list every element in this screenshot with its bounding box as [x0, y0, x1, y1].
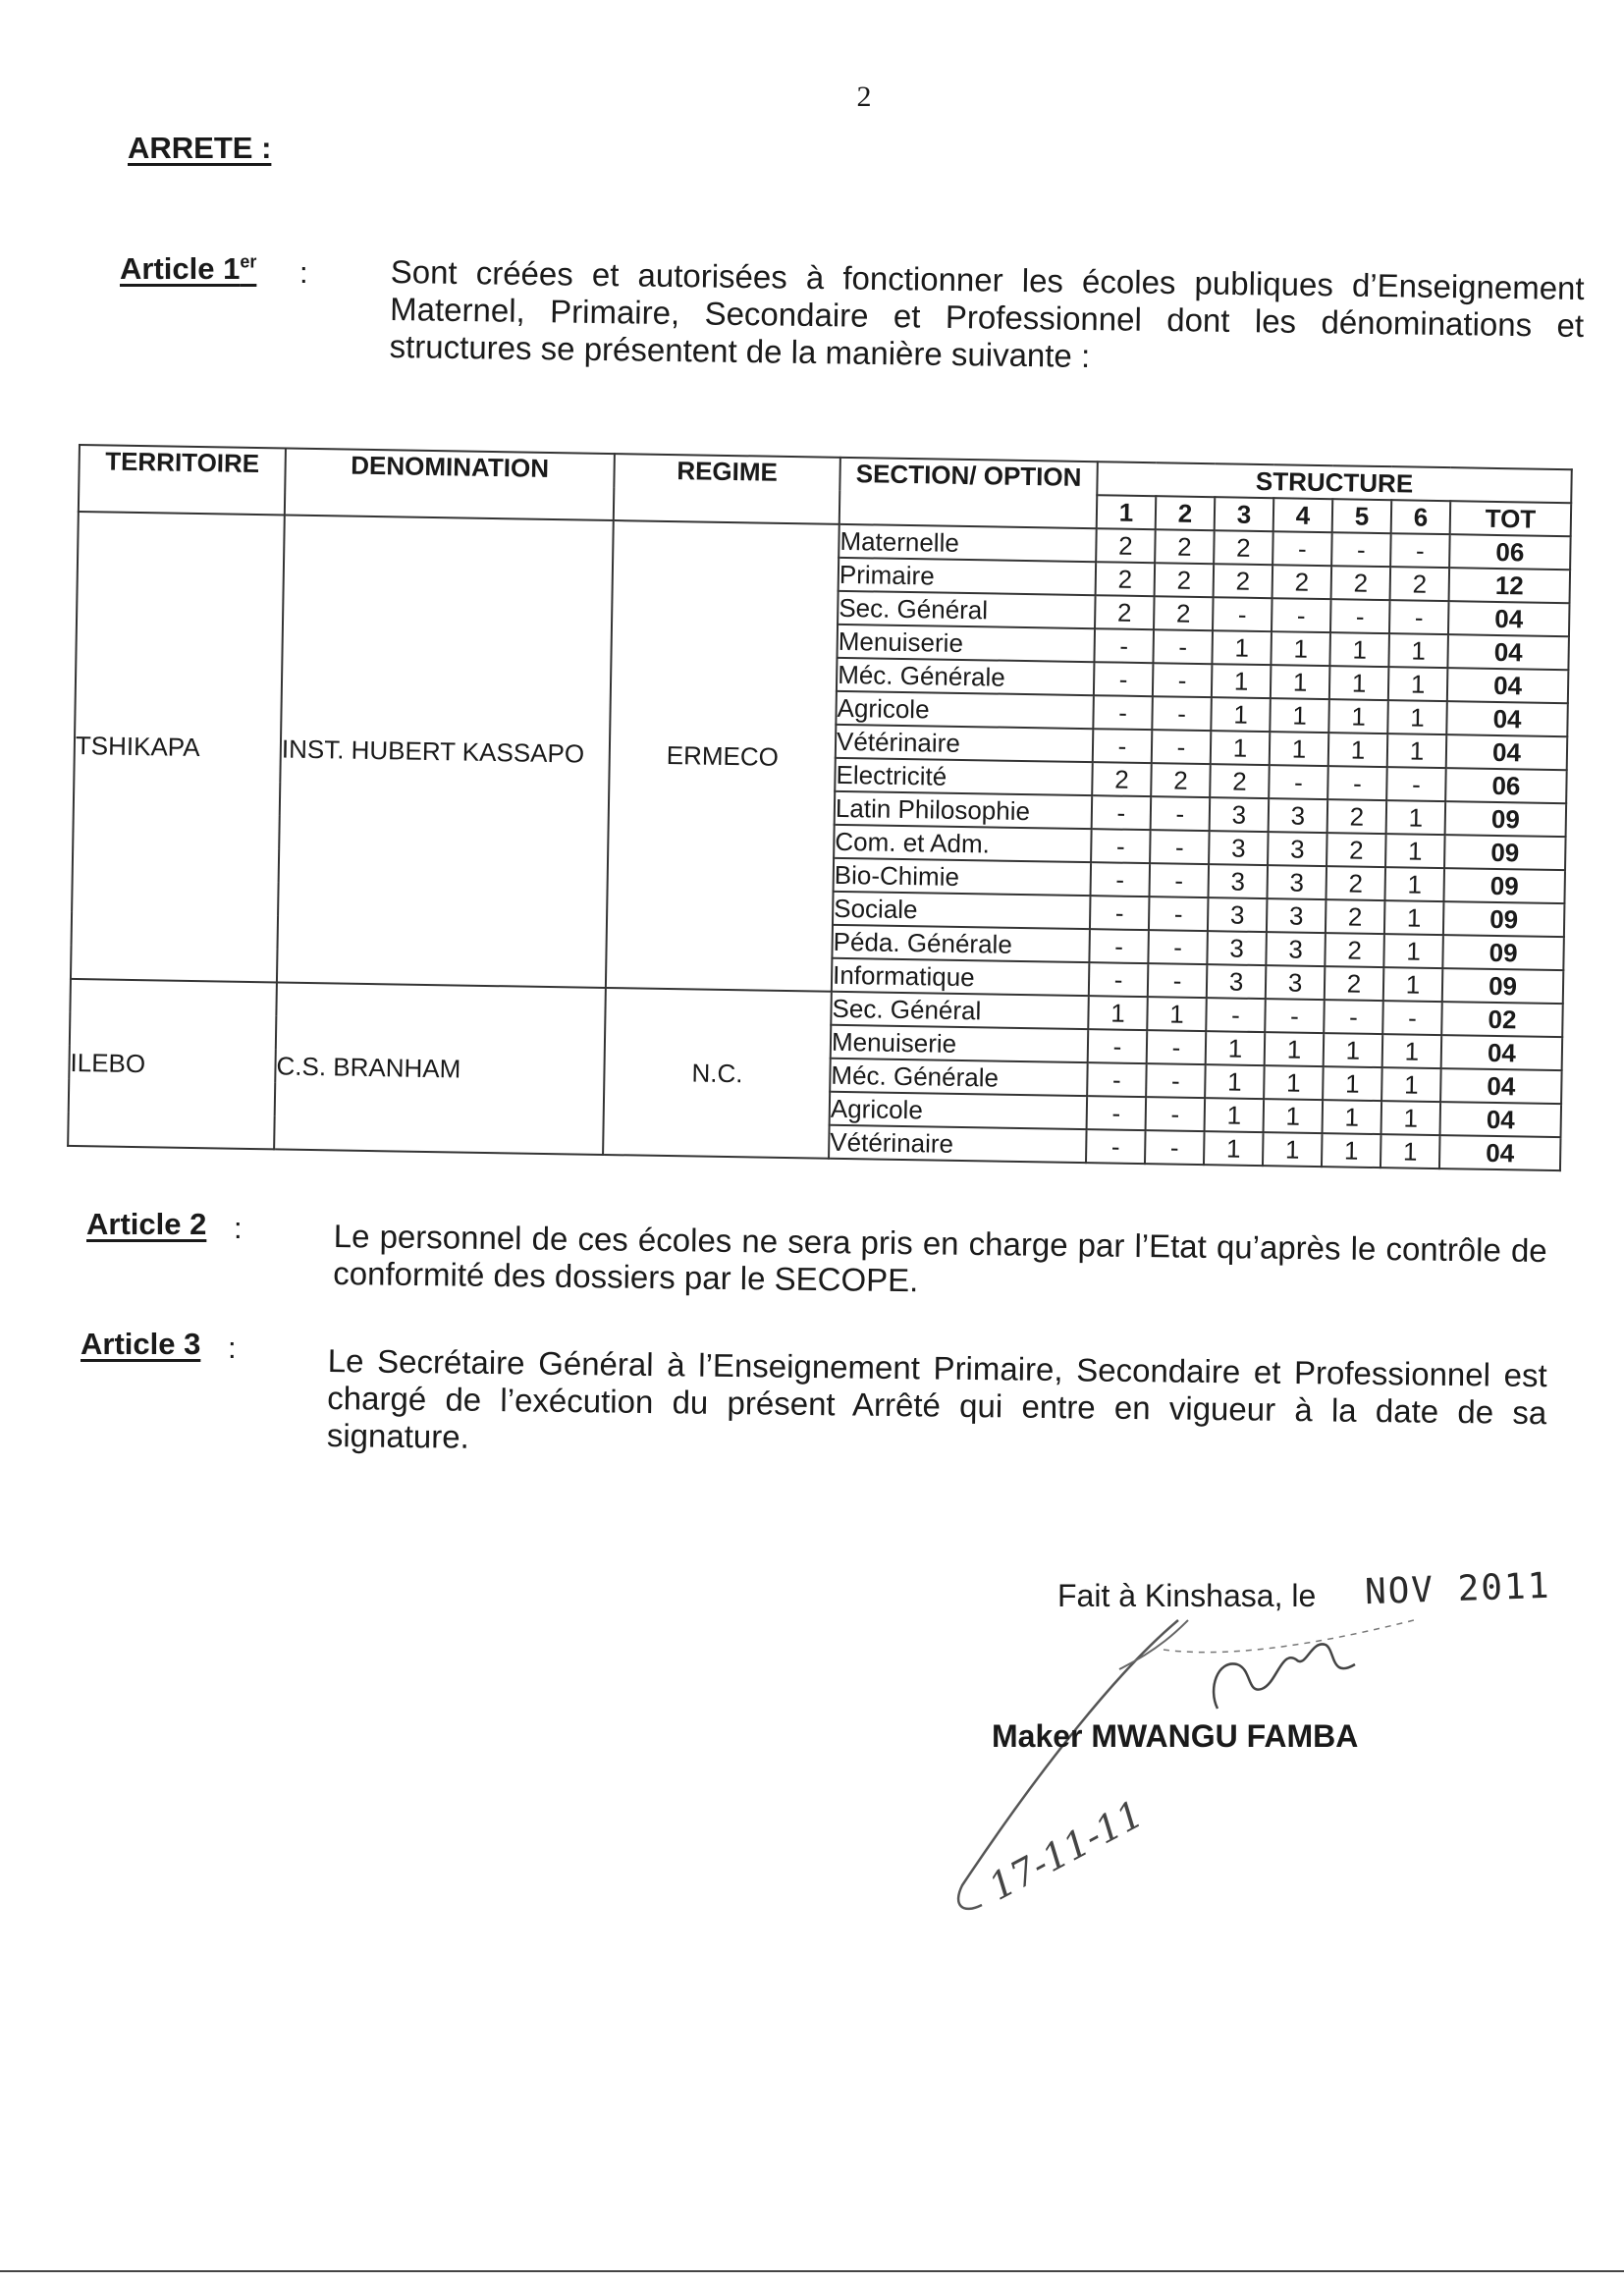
- cell-structure-3: 3: [1207, 931, 1267, 965]
- cell-structure-1: 1: [1088, 996, 1148, 1030]
- cell-structure-4: -: [1269, 765, 1328, 799]
- cell-option: Com. et Adm.: [834, 825, 1092, 862]
- cell-structure-4: 1: [1264, 1099, 1324, 1133]
- cell-total: 04: [1448, 601, 1570, 636]
- cell-structure-5: 2: [1326, 833, 1386, 867]
- cell-structure-4: 1: [1264, 1065, 1324, 1100]
- cell-structure-2: -: [1150, 830, 1210, 864]
- signatory-name: Maker MWANGU FAMBA: [992, 1718, 1359, 1754]
- cell-structure-1: 2: [1096, 528, 1156, 563]
- cell-structure-2: -: [1152, 730, 1212, 764]
- header-regime: REGIME: [614, 454, 840, 524]
- cell-option: Sociale: [833, 892, 1091, 929]
- cell-structure-3: 3: [1210, 797, 1270, 832]
- arrete-heading: ARRETE :: [128, 131, 272, 165]
- cell-structure-6: 1: [1388, 667, 1448, 701]
- cell-structure-5: -: [1324, 1000, 1383, 1034]
- cell-structure-2: 2: [1155, 563, 1215, 597]
- date-stamp: NOV 2011: [1364, 1565, 1552, 1613]
- cell-structure-3: 1: [1205, 1098, 1265, 1132]
- cell-total: 09: [1443, 868, 1565, 903]
- cell-option: Méc. Générale: [830, 1059, 1088, 1096]
- cell-structure-4: 1: [1271, 665, 1330, 699]
- cell-structure-1: -: [1094, 662, 1154, 696]
- cell-structure-5: 1: [1329, 666, 1389, 700]
- header-denomination: DENOMINATION: [285, 448, 615, 520]
- cell-structure-6: -: [1382, 1001, 1442, 1035]
- cell-structure-3: 1: [1212, 630, 1272, 665]
- article-1-label-text: Article 1: [120, 251, 241, 286]
- cell-structure-3: 1: [1212, 664, 1272, 698]
- cell-structure-5: -: [1331, 532, 1391, 567]
- article-2-label: Article 2: [86, 1207, 207, 1241]
- cell-structure-6: 2: [1390, 567, 1450, 601]
- cell-structure-5: 2: [1325, 966, 1384, 1001]
- cell-total: 04: [1440, 1102, 1562, 1137]
- cell-structure-1: 2: [1092, 762, 1152, 796]
- header-col-2: 2: [1156, 496, 1216, 530]
- cell-structure-2: -: [1153, 629, 1213, 664]
- header-col-4: 4: [1273, 498, 1333, 532]
- cell-structure-3: -: [1213, 597, 1272, 631]
- cell-structure-3: 1: [1211, 697, 1271, 732]
- cell-option: Péda. Générale: [832, 925, 1090, 962]
- cell-structure-2: 2: [1151, 763, 1211, 797]
- cell-structure-2: -: [1151, 796, 1211, 831]
- cell-structure-6: 1: [1388, 633, 1448, 668]
- cell-structure-4: 3: [1266, 965, 1326, 1000]
- article-3-label: Article 3: [81, 1327, 201, 1361]
- cell-structure-2: 1: [1147, 997, 1207, 1031]
- cell-structure-3: 3: [1209, 831, 1269, 865]
- cell-structure-2: -: [1148, 930, 1208, 964]
- cell-option: Bio-Chimie: [834, 858, 1092, 896]
- header-territoire: TERRITOIRE: [79, 445, 286, 515]
- cell-structure-5: 1: [1329, 632, 1389, 667]
- cell-option: Informatique: [832, 958, 1090, 996]
- cell-structure-4: -: [1265, 999, 1325, 1033]
- cell-structure-1: -: [1092, 795, 1152, 830]
- cell-structure-1: -: [1089, 962, 1149, 997]
- header-col-6: 6: [1391, 500, 1451, 534]
- cell-structure-3: 1: [1211, 731, 1271, 765]
- cell-structure-2: -: [1146, 1097, 1206, 1131]
- cell-structure-5: 1: [1322, 1133, 1381, 1168]
- cell-structure-5: -: [1330, 599, 1390, 633]
- cell-total: 04: [1441, 1035, 1563, 1070]
- cell-structure-2: -: [1152, 696, 1212, 731]
- handwritten-date: 17-11-11: [982, 1791, 1151, 1909]
- cell-structure-3: 3: [1207, 964, 1267, 999]
- cell-option: Vétérinaire: [836, 725, 1094, 762]
- cell-structure-6: -: [1389, 600, 1449, 634]
- cell-option: Maternelle: [839, 524, 1097, 562]
- cell-structure-1: 2: [1095, 595, 1155, 629]
- article-2-colon: :: [234, 1211, 243, 1245]
- header-col-1: 1: [1097, 495, 1157, 529]
- cell-structure-5: -: [1327, 766, 1387, 800]
- cell-structure-4: 3: [1268, 832, 1327, 866]
- cell-total: 04: [1447, 634, 1569, 670]
- cell-structure-4: 3: [1269, 798, 1328, 833]
- cell-structure-6: 1: [1381, 1067, 1441, 1102]
- cell-structure-4: 1: [1263, 1132, 1323, 1167]
- cell-structure-3: 3: [1208, 864, 1268, 898]
- cell-structure-6: 1: [1382, 1034, 1442, 1068]
- cell-structure-6: 1: [1384, 867, 1444, 901]
- cell-denomination: INST. HUBERT KASSAPO: [277, 515, 614, 987]
- cell-structure-3: 1: [1204, 1131, 1264, 1166]
- cell-structure-5: 2: [1327, 799, 1387, 834]
- schools-table-wrapper: [67, 444, 1571, 1171]
- cell-structure-5: 2: [1326, 866, 1385, 900]
- cell-total: 04: [1439, 1135, 1561, 1170]
- cell-total: 06: [1445, 768, 1567, 803]
- cell-option: Vétérinaire: [829, 1125, 1087, 1163]
- schools-table: [67, 444, 1573, 1171]
- cell-territoire: TSHIKAPA: [71, 512, 285, 982]
- cell-option: Méc. Générale: [837, 658, 1095, 695]
- signature-place: Fait à Kinshasa, le: [1057, 1578, 1317, 1613]
- cell-structure-1: -: [1087, 1062, 1147, 1097]
- cell-structure-2: -: [1149, 897, 1209, 931]
- cell-structure-3: 1: [1205, 1064, 1265, 1099]
- cell-structure-3: 2: [1214, 564, 1273, 598]
- cell-regime: ERMECO: [606, 520, 839, 992]
- cell-structure-2: -: [1147, 1030, 1207, 1064]
- cell-total: 04: [1446, 701, 1568, 736]
- cell-total: 09: [1442, 935, 1564, 970]
- cell-structure-1: -: [1089, 929, 1149, 963]
- table-header-row: [79, 445, 1571, 503]
- cell-structure-4: 1: [1270, 732, 1329, 766]
- cell-denomination: C.S. BRANHAM: [274, 982, 606, 1155]
- cell-structure-6: 1: [1383, 934, 1443, 968]
- cell-structure-3: -: [1206, 998, 1266, 1032]
- cell-structure-5: 2: [1331, 566, 1391, 600]
- cell-structure-5: 1: [1328, 699, 1388, 734]
- cell-total: 04: [1447, 668, 1569, 703]
- cell-structure-4: 3: [1267, 865, 1326, 899]
- cell-structure-2: -: [1148, 963, 1208, 998]
- cell-structure-4: 2: [1272, 565, 1332, 599]
- cell-structure-1: -: [1086, 1129, 1146, 1164]
- cell-total: 04: [1440, 1068, 1562, 1104]
- article-1-label: [120, 251, 256, 287]
- table-body: [68, 512, 1571, 1170]
- cell-total: 09: [1445, 801, 1567, 837]
- cell-structure-6: 1: [1383, 967, 1443, 1002]
- cell-total: 06: [1449, 534, 1571, 570]
- article-3-colon: :: [228, 1331, 237, 1365]
- cell-total: 09: [1444, 835, 1566, 870]
- cell-structure-1: -: [1090, 896, 1150, 930]
- cell-structure-6: 1: [1385, 834, 1445, 868]
- cell-structure-6: -: [1386, 767, 1446, 801]
- cell-structure-4: 1: [1270, 698, 1329, 733]
- cell-structure-6: -: [1390, 533, 1450, 568]
- cell-structure-5: 1: [1328, 733, 1388, 767]
- cell-structure-2: -: [1146, 1063, 1206, 1098]
- cell-structure-6: 1: [1387, 734, 1447, 768]
- article-1-label-sup: er: [240, 251, 257, 272]
- cell-structure-2: -: [1145, 1130, 1205, 1165]
- handwritten-signature: [923, 1591, 1414, 1964]
- cell-structure-1: -: [1087, 1096, 1147, 1130]
- cell-total: 04: [1446, 734, 1568, 770]
- cell-structure-6: 1: [1384, 900, 1444, 935]
- cell-structure-4: -: [1272, 531, 1332, 566]
- header-col-tot: TOT: [1450, 501, 1572, 536]
- article-3-text: Le Secrétaire Général à l’Enseignement Primaire, Secondaire et Professionnel est chargé de l’exécution du présent Arrêté qui entre en vigueur à la date de sa signature.: [326, 1342, 1547, 1455]
- cell-structure-1: -: [1091, 829, 1151, 863]
- cell-structure-6: 1: [1381, 1101, 1441, 1135]
- cell-total: 09: [1442, 968, 1564, 1004]
- cell-structure-6: 1: [1380, 1134, 1440, 1169]
- cell-structure-5: 2: [1326, 899, 1385, 934]
- cell-structure-4: 1: [1265, 1032, 1325, 1066]
- cell-structure-3: 2: [1210, 764, 1270, 798]
- cell-regime: N.C.: [603, 988, 832, 1159]
- cell-option: Electricité: [835, 758, 1093, 795]
- article-1-colon: :: [299, 255, 308, 290]
- cell-structure-2: -: [1150, 863, 1210, 897]
- cell-structure-5: 1: [1324, 1033, 1383, 1067]
- header-structure: STRUCTURE: [1097, 462, 1572, 503]
- cell-structure-5: 1: [1323, 1100, 1382, 1134]
- cell-structure-1: -: [1094, 628, 1154, 663]
- cell-structure-4: 3: [1266, 932, 1326, 966]
- cell-structure-4: 1: [1271, 631, 1330, 666]
- header-col-5: 5: [1332, 499, 1392, 533]
- cell-structure-2: 2: [1155, 529, 1215, 564]
- page-number: 2: [856, 81, 872, 113]
- cell-structure-3: 2: [1214, 530, 1273, 565]
- cell-structure-2: -: [1153, 663, 1213, 697]
- header-section-option: SECTION/ OPTION: [839, 458, 1098, 528]
- cell-option: Latin Philosophie: [835, 791, 1093, 829]
- cell-option: Menuiserie: [831, 1025, 1089, 1062]
- cell-territoire: ILEBO: [68, 979, 277, 1149]
- cell-structure-5: 1: [1323, 1066, 1382, 1101]
- cell-total: 02: [1441, 1002, 1563, 1037]
- bottom-edge-line: [0, 2270, 1624, 2272]
- cell-structure-6: 1: [1387, 700, 1447, 734]
- article-2-text: Le personnel de ces écoles ne sera pris en charge par l’Etat qu’après le contrôle de conformité des dossiers par le SECOPE.: [333, 1218, 1547, 1299]
- cell-structure-1: 2: [1096, 562, 1156, 596]
- cell-option: Agricole: [836, 691, 1094, 729]
- cell-structure-4: 3: [1267, 898, 1326, 933]
- cell-structure-1: -: [1091, 862, 1151, 897]
- cell-option: Sec. Général: [831, 992, 1089, 1029]
- cell-structure-1: -: [1093, 695, 1153, 730]
- cell-structure-3: 1: [1206, 1031, 1266, 1065]
- cell-option: Agricole: [830, 1092, 1088, 1129]
- article-1-text: Sont créées et autorisées à fonctionner les écoles publiques d’Enseignement Maternel, Primaire, Secondaire et Professionnel dont les dénominations et structures se présentent de la manière suivante :: [389, 253, 1585, 374]
- cell-structure-4: -: [1272, 598, 1331, 632]
- cell-structure-5: 2: [1325, 933, 1384, 967]
- cell-option: Primaire: [839, 558, 1097, 595]
- cell-structure-1: -: [1093, 729, 1153, 763]
- cell-option: Menuiserie: [837, 625, 1095, 662]
- cell-structure-1: -: [1088, 1029, 1148, 1063]
- cell-structure-6: 1: [1386, 800, 1446, 835]
- cell-total: 12: [1449, 568, 1571, 603]
- cell-structure-2: 2: [1154, 596, 1214, 630]
- cell-option: Sec. Général: [838, 591, 1096, 628]
- cell-total: 09: [1443, 901, 1565, 937]
- header-col-3: 3: [1215, 497, 1274, 531]
- cell-structure-3: 3: [1208, 897, 1268, 932]
